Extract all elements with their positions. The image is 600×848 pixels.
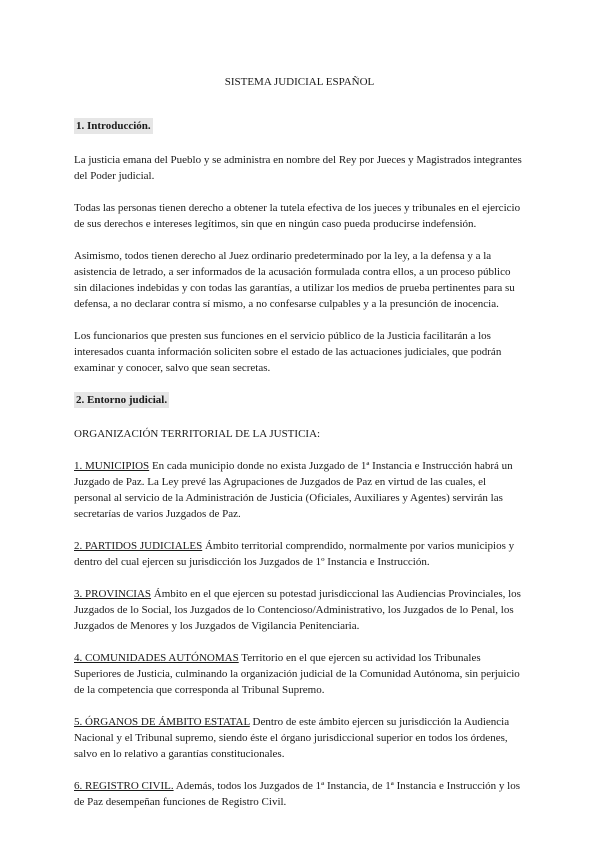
item-text: Territorio en el que ejercen su actividad los Tribunales Superiores de Justicia, culminando la organización judicial de la Comunidad Autónoma, sin perjuicio de la competencia que corresponda al Tribunal Supremo. bbox=[74, 652, 520, 696]
item-term: 5. ÓRGANOS DE ÁMBITO ESTATAL bbox=[74, 716, 250, 728]
item-term: 2. PARTIDOS JUDICIALES bbox=[74, 540, 203, 552]
paragraph: Los funcionarios que presten sus funciones en el servicio público de la Justicia facilitarán a los interesados cuanta información soliciten sobre el estado de las actuaciones judiciales, que podrán examinar y conocer, salvo que sean secretas. bbox=[74, 330, 502, 374]
section-heading-entorno-judicial bbox=[74, 392, 525, 408]
section-heading-text: 1. Introducción. bbox=[76, 120, 151, 132]
item-text: Ámbito en el que ejercen su potestad jurisdiccional las Audiencias Provinciales, los Juzgados de lo Social, los Juzgados de lo Contencioso/Administrativo, los Juzgados de lo Penal, los Juzgados de Menores y los Juzgados de Vigilancia Penitenciaria. bbox=[74, 588, 521, 632]
list-item bbox=[74, 586, 525, 634]
item-text: Dentro de este ámbito ejercen su jurisdicción la Audiencia Nacional y el Tribunal supremo, siendo éste el órgano jurisdiccional superior en todos los órdenes, salvo en lo relativo a garantías constitucionales. bbox=[74, 716, 510, 760]
document-title: SISTEMA JUDICIAL ESPAÑOL bbox=[224, 76, 375, 88]
item-text: Además, todos los Juzgados de 1ª Instancia, de 1ª Instancia e Instrucción y los de Paz desempeñan funciones de Registro Civil. bbox=[74, 780, 520, 808]
list-item bbox=[74, 458, 525, 522]
item-term: 1. MUNICIPIOS bbox=[74, 460, 150, 472]
paragraph: Asimismo, todos tienen derecho al Juez ordinario predeterminado por la ley, a la defensa y a la asistencia de letrado, a ser informados de la acusación formulada contra ellos, a un proceso público sin dilaciones indebidas y con todas las garantías, a utilizar los medios de prueba pertinentes para su defensa, a no declarar contra sí mismo, a no confesarse culpables y a la presunción de inocencia. bbox=[74, 250, 515, 310]
paragraph: Todas las personas tienen derecho a obtener la tutela efectiva de los jueces y tribunales en el ejercicio de sus derechos e intereses legítimos, sin que en ningún caso pueda producirse indefensión. bbox=[74, 202, 521, 230]
item-term: 4. COMUNIDADES AUTÓNOMAS bbox=[74, 652, 239, 664]
section-subheading: ORGANIZACIÓN TERRITORIAL DE LA JUSTICIA: bbox=[74, 428, 321, 440]
list-item bbox=[74, 538, 525, 570]
list-item bbox=[74, 714, 525, 762]
item-term: 6. REGISTRO CIVIL. bbox=[74, 780, 174, 792]
item-text: Ámbito territorial comprendido, normalmente por varios municipios y dentro del cual ejercen su jurisdicción los Juzgados de 1º Instancia e Instrucción. bbox=[74, 540, 515, 568]
paragraph: La justicia emana del Pueblo y se administra en nombre del Rey por Jueces y Magistrados integrantes del Poder judicial. bbox=[74, 154, 522, 182]
section-heading-introduccion bbox=[74, 118, 525, 134]
section-heading-text: 2. Entorno judicial. bbox=[76, 394, 168, 406]
list-item bbox=[74, 650, 525, 698]
item-term: 3. PROVINCIAS bbox=[74, 588, 152, 600]
item-text: En cada municipio donde no exista Juzgado de 1ª Instancia e Instrucción habrá un Juzgado de Paz. La Ley prevé las Agrupaciones de Juzgados de Paz en virtud de las cuales, el personal al servicio de la Administración de Justicia (Oficiales, Auxiliares y Agentes) servirán las secretarías de varios Juzgados de Paz. bbox=[74, 460, 513, 520]
list-item bbox=[74, 778, 525, 810]
